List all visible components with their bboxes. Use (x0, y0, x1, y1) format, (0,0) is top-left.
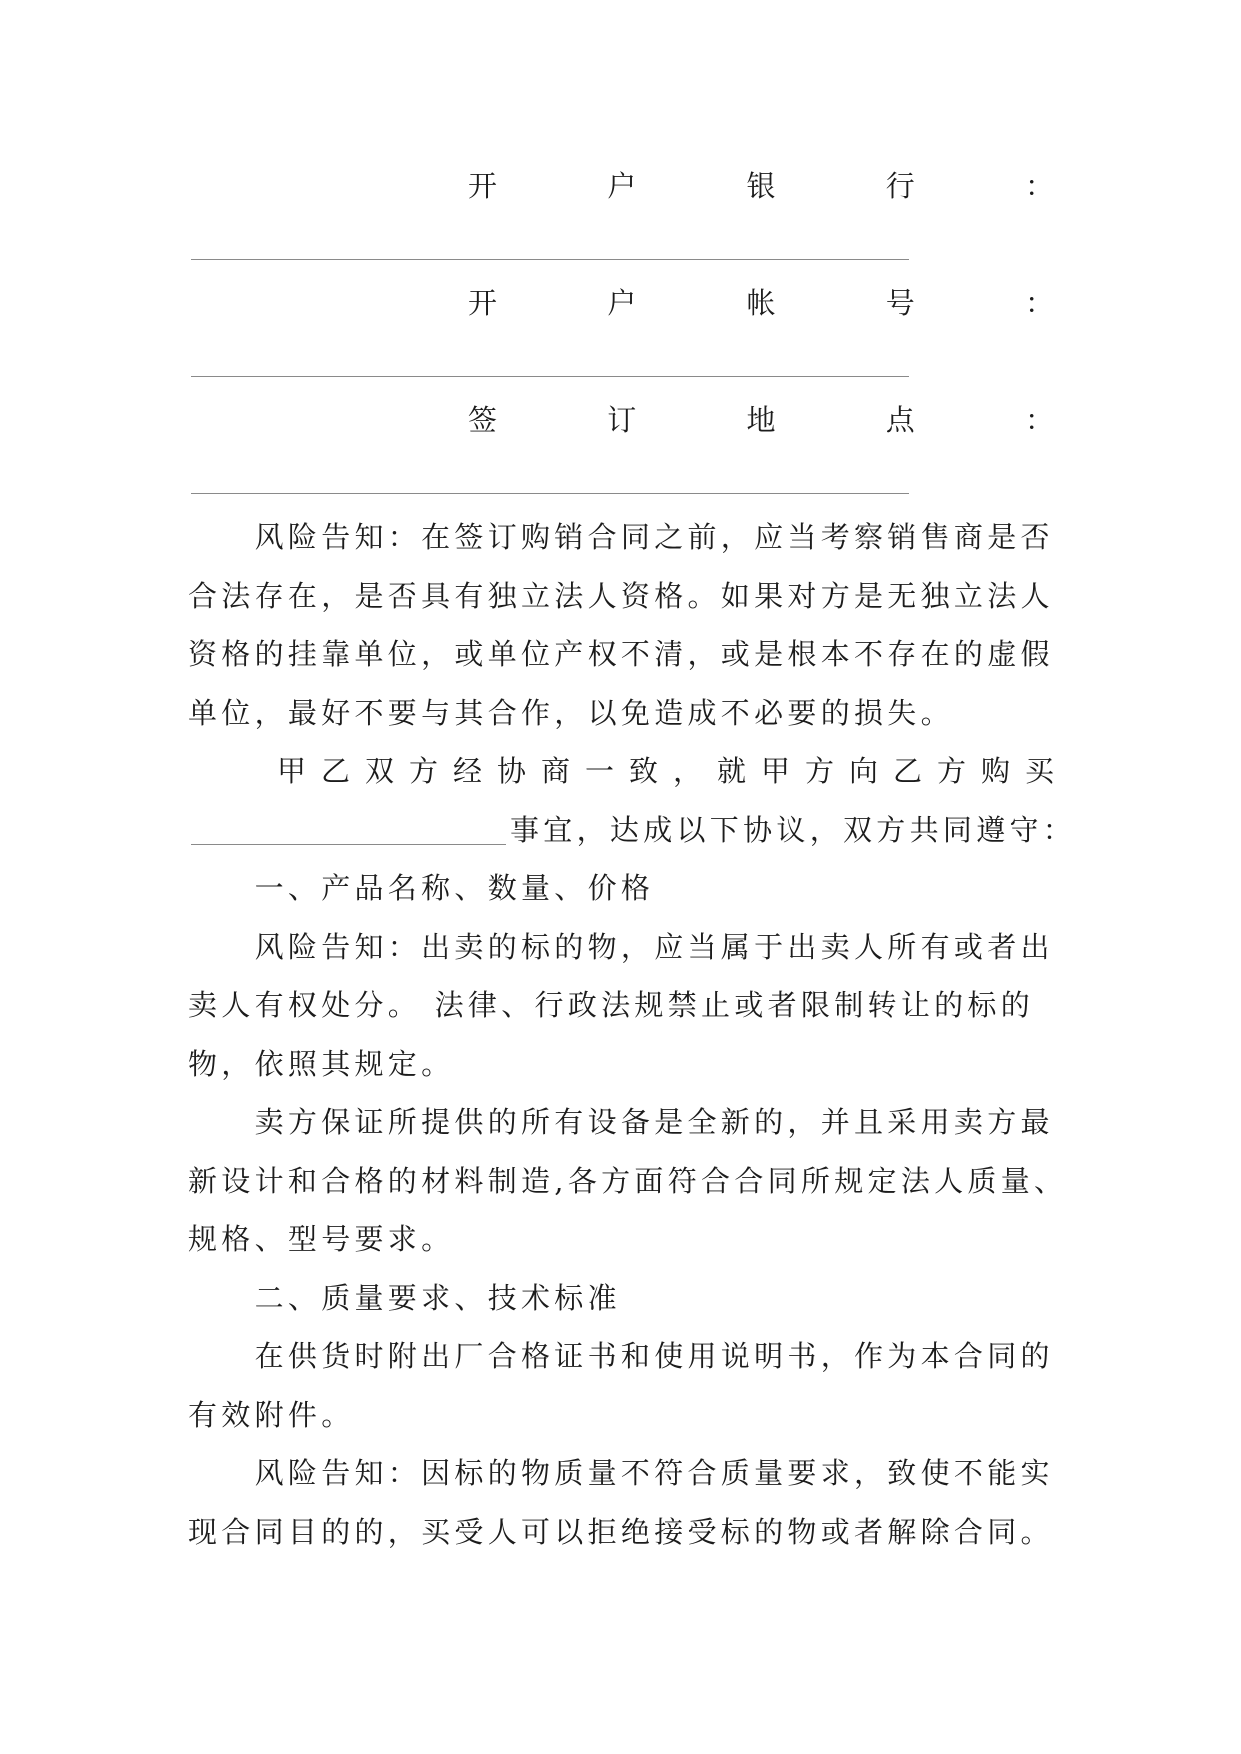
risk-notice-quality-text: 现合同目的的，买受人可以拒绝接受标的物或者解除合同。 (188, 1514, 1054, 1549)
risk-notice-quality-line (188, 1444, 1054, 1503)
certificate-clause-line (188, 1386, 1054, 1445)
location-field-blank-row (188, 450, 1054, 509)
risk-notice-subject-line (188, 918, 1054, 977)
account-field-label: 开户帐号： (468, 286, 1165, 320)
purchase-item-blank (191, 844, 506, 845)
risk-notice-legal-text: 合法存在，是否具有独立法人资格。如果对方是无独立法人 (188, 578, 1054, 613)
seller-guarantee-text: 新设计和合格的材料制造,各方面符合合同所规定法人质量、 (188, 1163, 1068, 1198)
account-field-blank-row (188, 333, 1054, 392)
bank-field-blank-row (188, 216, 1054, 275)
location-field-label: 签订地点： (468, 403, 1165, 437)
bank-field-row (188, 157, 1165, 216)
risk-notice-legal-line (188, 684, 1054, 743)
risk-notice-legal-text: 资格的挂靠单位，或单位产权不清，或是根本不存在的虚假 (188, 637, 1054, 671)
seller-guarantee-line (188, 1210, 1054, 1269)
account-field-blank (191, 376, 909, 377)
bank-field-blank (191, 259, 909, 260)
account-field-row (188, 274, 1165, 333)
risk-notice-legal-line (188, 567, 1054, 626)
contract-body (188, 157, 1165, 1561)
risk-notice-legal-text: 单位，最好不要与其合作，以免造成不必要的损失。 (188, 695, 954, 730)
seller-guarantee-line (188, 1152, 1068, 1211)
risk-notice-subject-text: 风险告知：出卖的标的物，应当属于出卖人所有或者出 (254, 929, 1054, 964)
risk-notice-legal-line (188, 508, 1054, 567)
location-field-blank (191, 493, 909, 494)
seller-guarantee-text: 卖方保证所提供的所有设备是全新的，并且采用卖方最 (254, 1105, 1054, 1139)
risk-notice-legal-line (188, 625, 1054, 684)
risk-notice-quality-line (188, 1503, 1054, 1562)
certificate-clause-line (188, 1327, 1054, 1386)
risk-notice-subject-line (188, 976, 1054, 1035)
agreement-intro-line (188, 742, 1070, 801)
section-2-heading-line (188, 1269, 1054, 1328)
risk-notice-legal-text: 风险告知：在签订购销合同之前，应当考察销售商是否 (254, 520, 1054, 554)
bank-field-label: 开户银行： (468, 169, 1165, 203)
seller-guarantee-text: 规格、型号要求。 (188, 1222, 455, 1256)
certificate-clause-text: 在供货时附出厂合格证书和使用说明书，作为本合同的 (254, 1339, 1054, 1373)
location-field-row (188, 391, 1165, 450)
risk-notice-subject-text: 物，依照其规定。 (188, 1046, 455, 1081)
seller-guarantee-line (188, 1093, 1054, 1152)
agreement-intro-text: 事宜，达成以下协议，双方共同遵守： (510, 812, 1077, 847)
section-2-heading: 二、质量要求、技术标准 (254, 1280, 621, 1315)
risk-notice-quality-text: 风险告知：因标的物质量不符合质量要求，致使不能实 (254, 1456, 1054, 1490)
section-1-heading: 一、产品名称、数量、价格 (254, 871, 655, 905)
agreement-intro-text: 甲乙双方经协商一致，就甲方向乙方购买 (277, 754, 1070, 788)
risk-notice-subject-line (188, 1035, 1054, 1094)
risk-notice-subject-text: 卖人有权处分。 法律、行政法规禁止或者限制转让的标的 (188, 988, 1035, 1022)
agreement-intro-line (188, 801, 1077, 860)
certificate-clause-text: 有效附件。 (188, 1397, 355, 1432)
section-1-heading-line (188, 859, 1054, 918)
